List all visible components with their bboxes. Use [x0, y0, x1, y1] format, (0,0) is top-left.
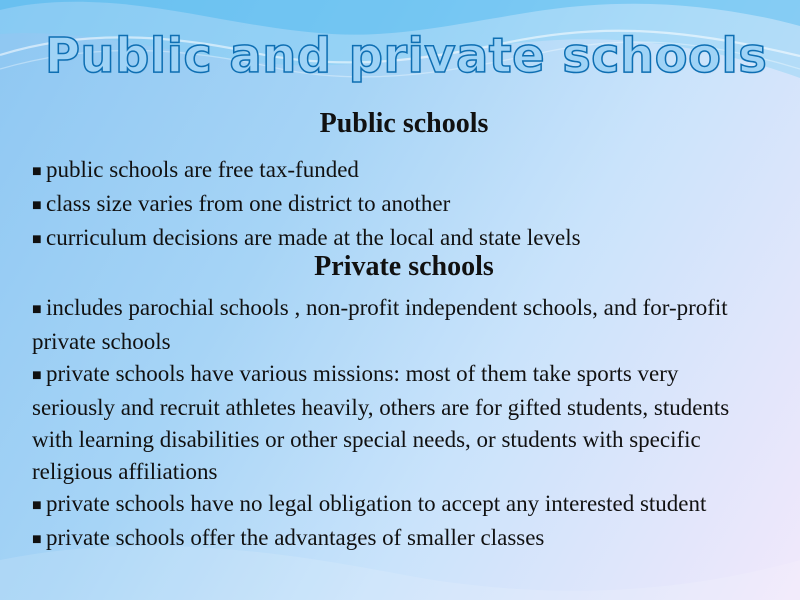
- list-item: [32, 188, 762, 222]
- list-item-text: private schools offer the advantages of smaller classes: [46, 525, 545, 550]
- private-schools-heading: Private schools: [314, 251, 494, 282]
- slide-title: Public and private schools: [44, 28, 768, 84]
- list-item: [32, 358, 762, 488]
- list-item-text: private schools have no legal obligation to accept any interested student: [46, 491, 707, 516]
- list-item: [32, 522, 762, 556]
- list-item-text: includes parochial schools , non-profit independent schools, and for-profit private schools: [32, 295, 728, 354]
- square-bullet-icon: ■: [32, 231, 42, 248]
- list-item: [32, 154, 762, 188]
- list-item: [32, 488, 762, 522]
- list-item-text: class size varies from one district to another: [46, 191, 451, 216]
- square-bullet-icon: ■: [32, 531, 42, 548]
- slide-title-wrap: [0, 18, 800, 94]
- square-bullet-icon: ■: [32, 197, 42, 214]
- list-item-text: curriculum decisions are made at the local and state levels: [46, 225, 581, 250]
- square-bullet-icon: ■: [32, 301, 42, 318]
- list-item: [32, 292, 762, 358]
- list-item-text: private schools have various missions: most of them take sports very seriously and recruit athletes heavily, others are for gifted students, students with learning disabilities or other special needs, or students with specific religious affiliations: [32, 361, 730, 484]
- square-bullet-icon: ■: [32, 367, 42, 384]
- private-schools-list: [32, 292, 762, 556]
- public-schools-heading: Public schools: [319, 108, 489, 139]
- square-bullet-icon: ■: [32, 163, 42, 180]
- square-bullet-icon: ■: [32, 497, 42, 514]
- list-item-text: public schools are free tax-funded: [46, 157, 359, 182]
- public-schools-list: [32, 154, 762, 256]
